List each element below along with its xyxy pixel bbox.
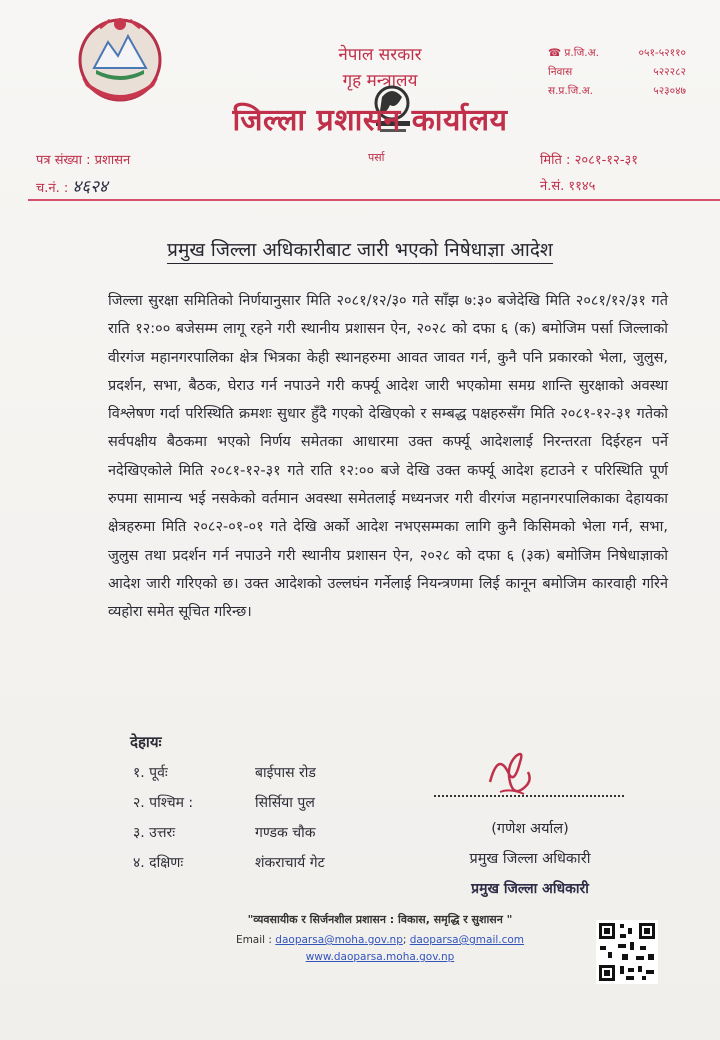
qr-code-icon [596,920,658,984]
footer-website [180,951,580,963]
signatory-title: प्रमुख जिल्ला अधिकारी [469,851,591,867]
reference-numbers [36,148,130,202]
nepal-samvat-line: ने.सं. ११४५ [540,179,596,194]
header-divider [28,199,720,201]
office-title: जिल्ला प्रशासन कार्यालय [232,103,508,138]
email-link-1[interactable]: daoparsa@moha.gov.np [275,934,403,946]
notice-body: जिल्ला सुरक्षा समितिको निर्णयानुसार मिति २०८१/१२/३० गते साँझ ७:३० बजेदेखि मिति २०८१/१२/३१ गते राति १२:०० बजेसम्म लागू रहने गरी स्थानीय प्रशासन ऐन, २०२८ को दफा ६ (क) बमोजिम पर्सा जिल्लाको वीरगंज महानगरपालिका क्षेत्र भित्रका केही स्थानहरुमा आवत जावत गर्न, कुनै पनि प्रकारको भेला, जुलुस, प्रदर्शन, सभा, बैठक, घेराउ गर्न नपाउने गरी कर्फ्यू आदेश जारी भएकोमा समग्र शान्ति सुरक्षाको अवस्था विश्लेषण गर्दा परिस्थिति क्रमशः सुधार हुँदै गएको देखिएको र सम्बद्ध पक्षहरुसँग मिति २०८१-१२-३१ गतेको सर्वपक्षीय बैठकमा भएको निर्णय समेतका आधारमा उक्त कर्फ्यू आदेशलाई निरन्तरता दिईरहन पर्ने नदेखिएकोले मिति २०८१-१२-३१ गते राति १२:०० बजे देखि उक्त कर्फ्यू आदेश हटाउने र परिस्थिति पूर्ण रुपमा सामान्य भई नसकेको वर्तमान अवस्था समेतलाई मध्यनजर गरी वीरगंज महानगरपालिकाका देहायका क्षेत्रहरुमा मिति २०८२-०१-०१ गते देखि अर्को आदेश नभएसम्मका लागि कुनै किसिमको भेला गर्न, सभा, जुलुस तथा प्रदर्शन गर्न नपाउने गरी स्थानीय प्रशासन ऐन, २०२८ को दफा ६ (३क) बमोजिम निषेधाज्ञाको आदेश जारी गरिएको छ। उक्त आदेशको उल्लघंन गर्नेलाई नियन्त्रणमा लिई कानून बमोजिम कारवाही गरिने व्यहोरा समेत सूचित गरिन्छ। [108,293,668,621]
website-link[interactable]: www.daoparsa.moha.gov.np [305,951,455,963]
list-item: ४. दक्षिणः शंकराचार्य गेट [133,855,325,871]
list-item: २. पश्चिम : सिर्सिया पुल [133,795,315,811]
signatory-stamp: प्रमुख जिल्ला अधिकारी [471,881,589,897]
gov-line-1: नेपाल सरकार [338,45,422,65]
list-item: ३. उत्तरः गण्डक चौक [133,825,316,841]
chalani-value: ४६२४ [72,177,108,197]
email-link-2[interactable]: daoparsa@gmail.com [409,934,525,946]
contact-row-2: स.प्र.जि.अ. ५२३०४७ [548,85,686,97]
footer-motto: "व्यवसायीक र सिर्जनशील प्रशासन : विकास, समृद्धि र सुशासन " [247,913,513,926]
contact-row-1: निवास ५२२२८२ [548,66,686,78]
notice-heading: प्रमुख जिल्ला अधिकारीबाट जारी भएको निषेधाज्ञा आदेश [0,236,720,262]
date-block [540,148,638,200]
chalani-number: च.नं. : ४६२४ [36,177,108,197]
direction-list [133,758,325,878]
list-item: १. पूर्वः बाईपास रोड [133,765,316,781]
signature-block [440,814,620,904]
office-place: पर्सा [368,151,385,164]
signatory-name: (गणेश अर्याल) [491,821,569,837]
contact-numbers [548,44,686,101]
gov-line-2: गृह मन्त्रालय [342,71,418,91]
footer-email: Email : daoparsa@moha.gov.np; daoparsa@gmail.com [235,934,525,946]
contact-row-0: ☎ प्र.जि.अ. ०५१-५२११० [548,47,686,59]
date-line: मिति : २०८१-१२-३१ [540,153,639,168]
patra-sankhya: पत्र संख्या : प्रशासन [36,153,131,168]
nepal-emblem-icon [74,12,166,112]
dehaya-label: देहायः [130,733,162,751]
signature-line [434,795,624,797]
